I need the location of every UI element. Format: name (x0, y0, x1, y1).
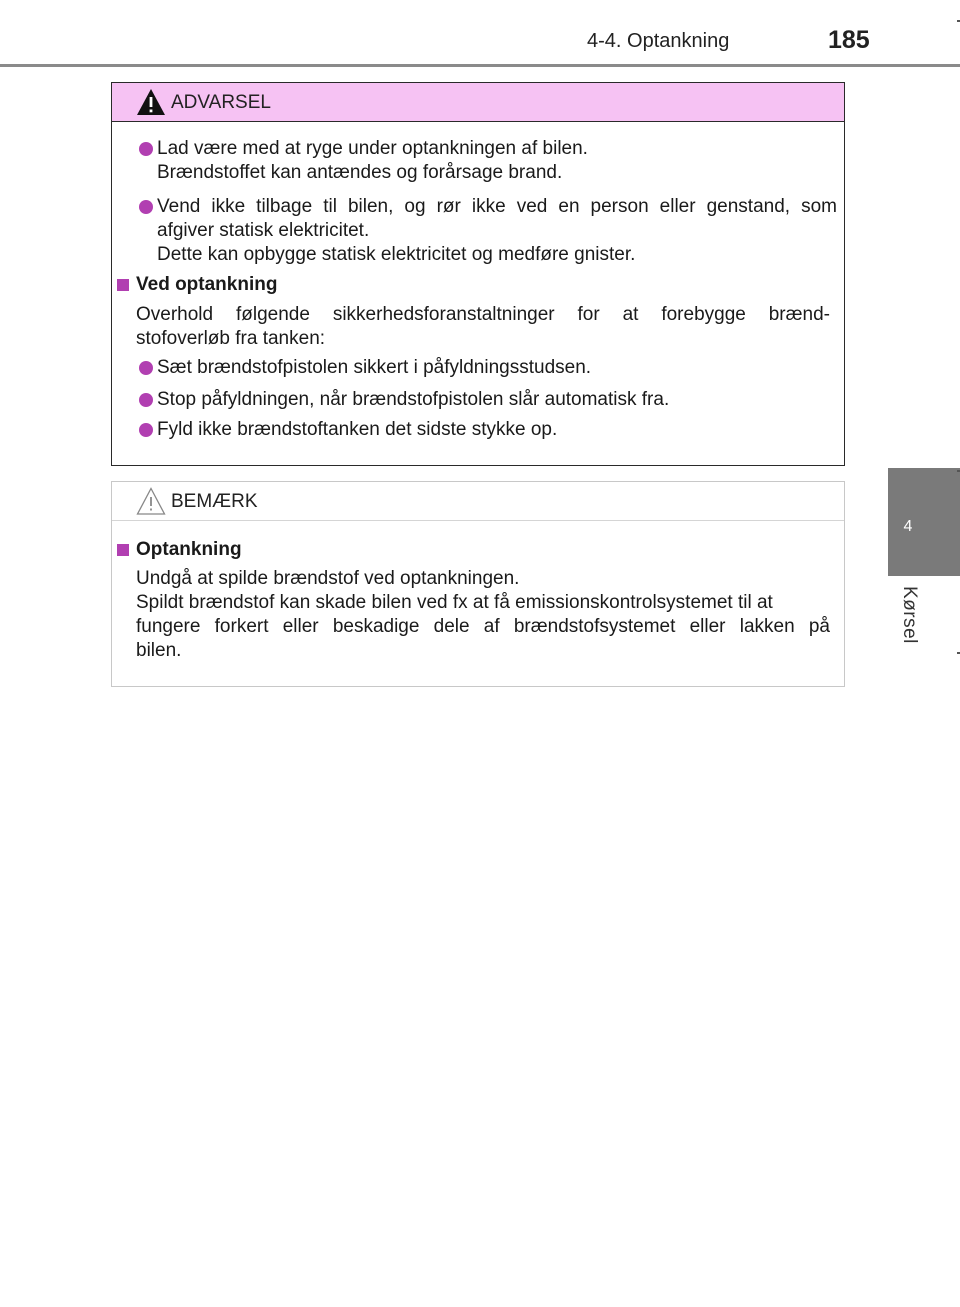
warning-section-heading: Ved optankning (136, 274, 278, 295)
warning-bullet2-line3: Dette kan opbygge statisk elektricitet og medføre gnister. (157, 244, 636, 265)
chapter-label: Kørsel (899, 586, 920, 644)
notice-heading: Optankning (136, 539, 242, 560)
warning-box (111, 82, 845, 466)
warning-triangle-icon (136, 87, 166, 117)
section-title: 4-4. Optankning (587, 30, 730, 52)
bullet-icon (139, 423, 153, 437)
warning-section-intro-line2: stofoverløb fra tanken: (136, 328, 326, 349)
notice-header (112, 482, 844, 521)
bullet-icon (139, 200, 153, 214)
warning-item: Sæt brændstofpistolen sikkert i påfyldningsstudsen. (157, 357, 592, 378)
warning-section-intro-line1: Overhold følgende sikkerhedsforanstaltninger for at forebygge brænd- (136, 304, 830, 325)
warning-bullet2-line2: afgiver statisk elektricitet. (157, 220, 370, 241)
page-number: 185 (828, 26, 870, 54)
section-square-icon (117, 544, 129, 556)
bullet-icon (139, 393, 153, 407)
notice-box (111, 481, 845, 687)
section-square-icon (117, 279, 129, 291)
header-divider (0, 64, 960, 67)
warning-item: Stop påfyldningen, når brændstofpistolen slår automatisk fra. (157, 389, 670, 410)
notice-line3: fungere forkert eller beskadige dele af brændstofsystemet eller lakken på (136, 616, 830, 637)
notice-line4: bilen. (136, 640, 182, 661)
notice-label: BEMÆRK (171, 491, 258, 512)
bullet-icon (139, 361, 153, 375)
bullet-icon (139, 142, 153, 156)
warning-bullet1-line2: Brændstoffet kan antændes og forårsage brand. (157, 162, 563, 183)
warning-bullet1-line1: Lad være med at ryge under optankningen af bilen. (157, 138, 588, 159)
caution-triangle-icon (136, 486, 166, 516)
chapter-number: 4 (903, 518, 913, 535)
warning-item: Fyld ikke brændstoftanken det sidste stykke op. (157, 419, 558, 440)
notice-line2: Spildt brændstof kan skade bilen ved fx at få emissionskontrolsystemet til at (136, 592, 773, 613)
warning-bullet2-line1: Vend ikke tilbage til bilen, og rør ikke ved en person eller genstand, som (157, 196, 837, 217)
warning-header (112, 83, 844, 122)
warning-label: ADVARSEL (171, 92, 271, 113)
notice-line1: Undgå at spilde brændstof ved optankningen. (136, 568, 520, 589)
